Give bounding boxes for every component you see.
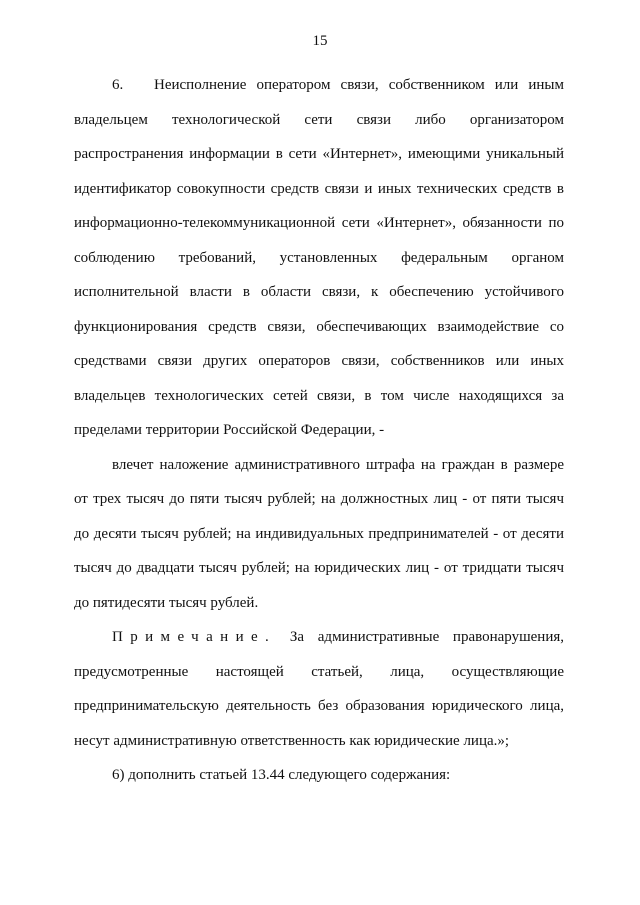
text-line: до пятидесяти тысяч рублей. <box>74 594 259 611</box>
paragraph-note <box>74 620 564 758</box>
text-line: владельцем технологической сети связи либо организатором <box>74 111 564 128</box>
text-line: идентификатор совокупности средств связи и иных технических средств в <box>74 180 564 197</box>
text-line: предпринимательскую деятельность без образования юридического лица, <box>74 698 564 714</box>
text-line: тысяч до двадцати тысяч рублей; на юридических лиц - от тридцати тысяч <box>74 560 564 576</box>
paragraph-item-6 <box>74 68 564 448</box>
text-line: средствами связи других операторов связи, собственников или иных <box>74 353 564 369</box>
item-number: 6. <box>112 77 124 93</box>
page-number: 15 <box>312 33 328 49</box>
document-body <box>74 68 564 793</box>
text-line: предусмотренные настоящей статьей, лица, осуществляющие <box>74 663 564 680</box>
text-line: Примечание. За административные правонарушения, <box>112 629 564 645</box>
text-line: исполнительной власти в области связи, к обеспечению устойчивого <box>74 284 564 300</box>
text-line: распространения информации в сети «Интернет», имеющими уникальный <box>74 146 564 162</box>
text-line: соблюдению требований, установленных федеральным органом <box>74 249 564 266</box>
text-line: пределами территории Российской Федерации, - <box>74 422 385 438</box>
text-line: несут административную ответственность как юридические лица.»; <box>74 732 510 749</box>
text-line: влечет наложение административного штрафа на граждан в размере <box>112 456 564 473</box>
text-line: 6) дополнить статьей 13.44 следующего содержания: <box>112 767 451 783</box>
text-line: 6. Неисполнение оператором связи, собственником или иным <box>74 68 564 103</box>
text-line: функционирования средств связи, обеспечивающих взаимодействие со <box>74 318 564 335</box>
paragraph-penalty <box>74 448 564 621</box>
text-line: владельцев технологических сетей связи, в том числе находящихся за <box>74 387 564 404</box>
text-line: от трех тысяч до пяти тысяч рублей; на должностных лиц - от пяти тысяч <box>74 491 564 507</box>
text-line: информационно-телекоммуникационной сети «Интернет», обязанности по <box>74 215 564 231</box>
text-line: до десяти тысяч рублей; на индивидуальных предпринимателей - от десяти <box>74 525 564 542</box>
note-label: Примечание. <box>112 629 277 645</box>
paragraph-amendment-6 <box>74 758 564 793</box>
